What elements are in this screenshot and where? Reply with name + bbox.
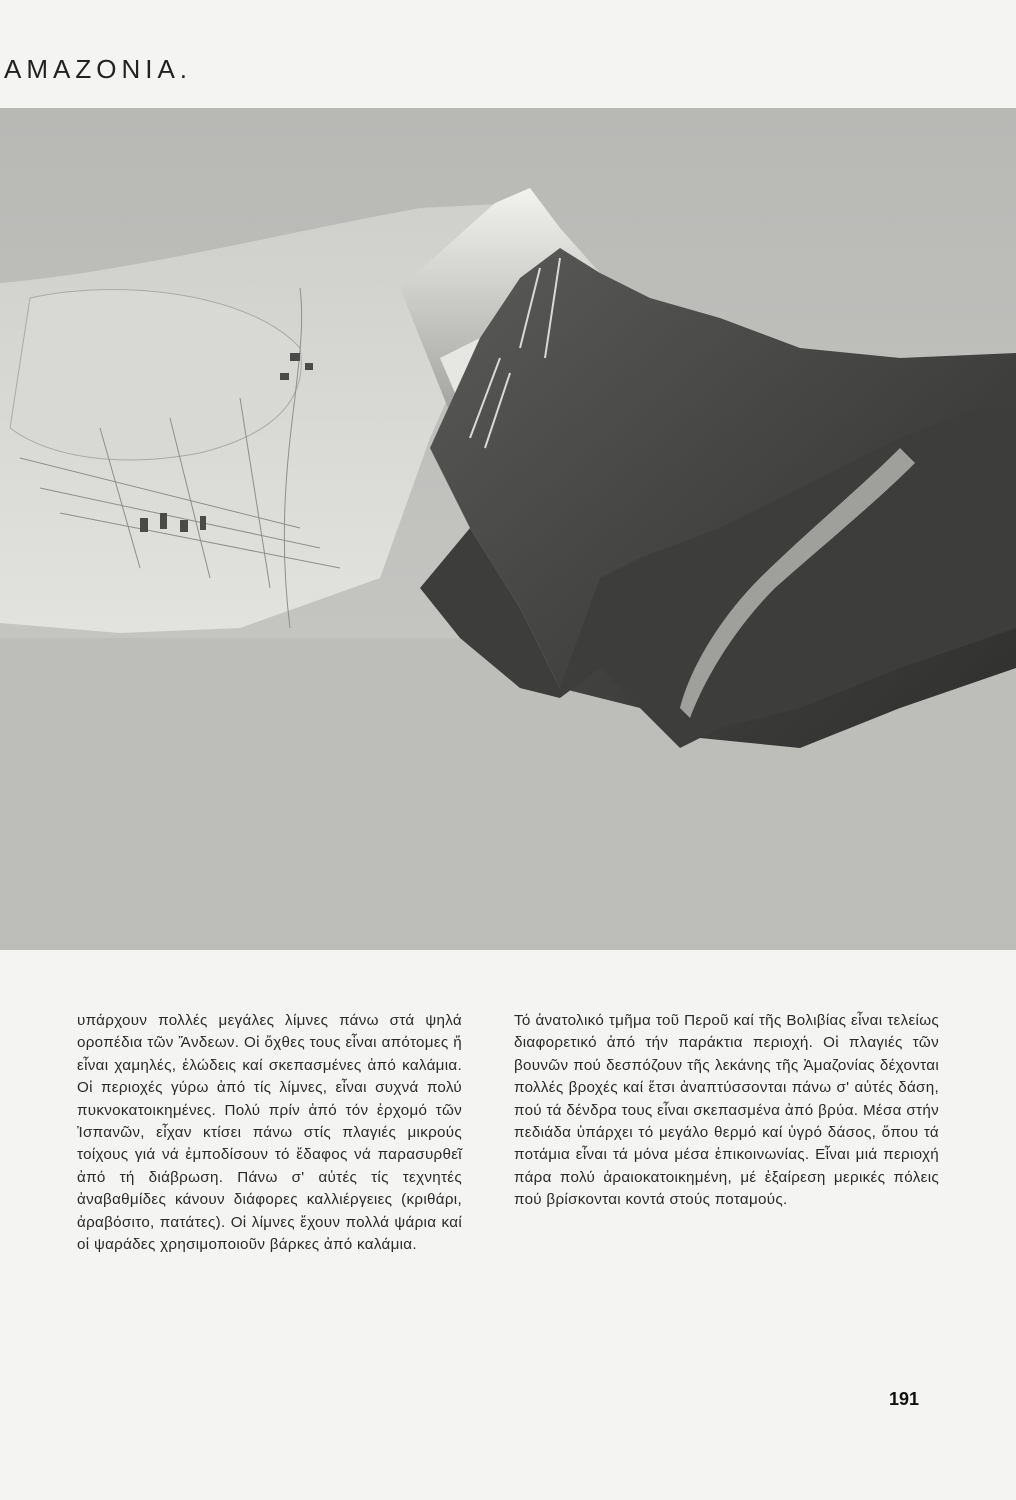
page-title: AMAZONIA. <box>4 54 193 84</box>
article-right-text: Τό ἀνατολικό τμῆμα τοῦ Περοῦ καί τῆς Βολιβίας εἶναι τελείως διαφορετικό ἀπό τήν παράκτια περιοχή. Οἱ πλαγιές τῶν βουνῶν πού δεσπόζουν τῆς λεκάνης τῆς Ἀμαζονίας δέχονται πολλές βροχές καί ἔτσι ἀναπτύσσονται πάνω σ' αὐτές δάση, πού τά δένδρα τους εἶναι σκεπασμένα ἀπό βρύα. Μέσα στήν πεδιάδα ὑπάρχει τό μεγάλο θερμό καί ὑγρό δάσος, ὅπου τά ποτάμια εἶναι τά μόνα μέσα ἐπικοινωνίας. Εἶναι μιά περιοχή πάρα πολύ ἀραιοκατοικημένη, μέ ἐξαίρεση μερικές πόλεις πού βρίσκονται κοντά στούς ποταμούς. <box>514 1012 939 1209</box>
article-left-text: υπάρχουν πολλές μεγάλες λίμνες πάνω στά ψηλά οροπέδια τῶν Ἄνδεων. Οἱ ὄχθες τους εἶναι απότομες ἤ εἶναι χαμηλές, ἑλώδεις καί σκεπασμένες ἀπό καλάμια. Οἱ περιοχές γύρω ἀπό τίς λίμνες, εἶναι συχνά πολύ πυκνοκατοικημένες. Πολύ πρίν ἀπό τόν ἐρχομό τῶν Ἰσπανῶν, εἶχαν κτίσει πάνω στίς πλαγιές μικρούς τοίχους γιά νά ἐμποδίσουν τό ἔδαφος νά παρασυρθεῖ ἀπό τή διάβρωση. Πάνω σ' αὐτές τίς τεχνητές ἀναβαθμίδες κάνουν διάφορες καλλιέργειες (κριθάρι, ἀραβόσιτο, πατάτες). Οἱ λίμνες ἔχουν πολλά ψάρια καί οἱ ψαράδες χρησιμοποιοῦν βάρκες ἀπό καλάμια. <box>77 1012 462 1254</box>
mountain-landscape-illustration <box>0 108 1016 950</box>
illustration-drawing <box>0 108 1016 950</box>
page-number: 191 <box>888 1389 919 1409</box>
article-right-column <box>514 1010 939 1212</box>
article-left-column <box>77 1010 462 1256</box>
